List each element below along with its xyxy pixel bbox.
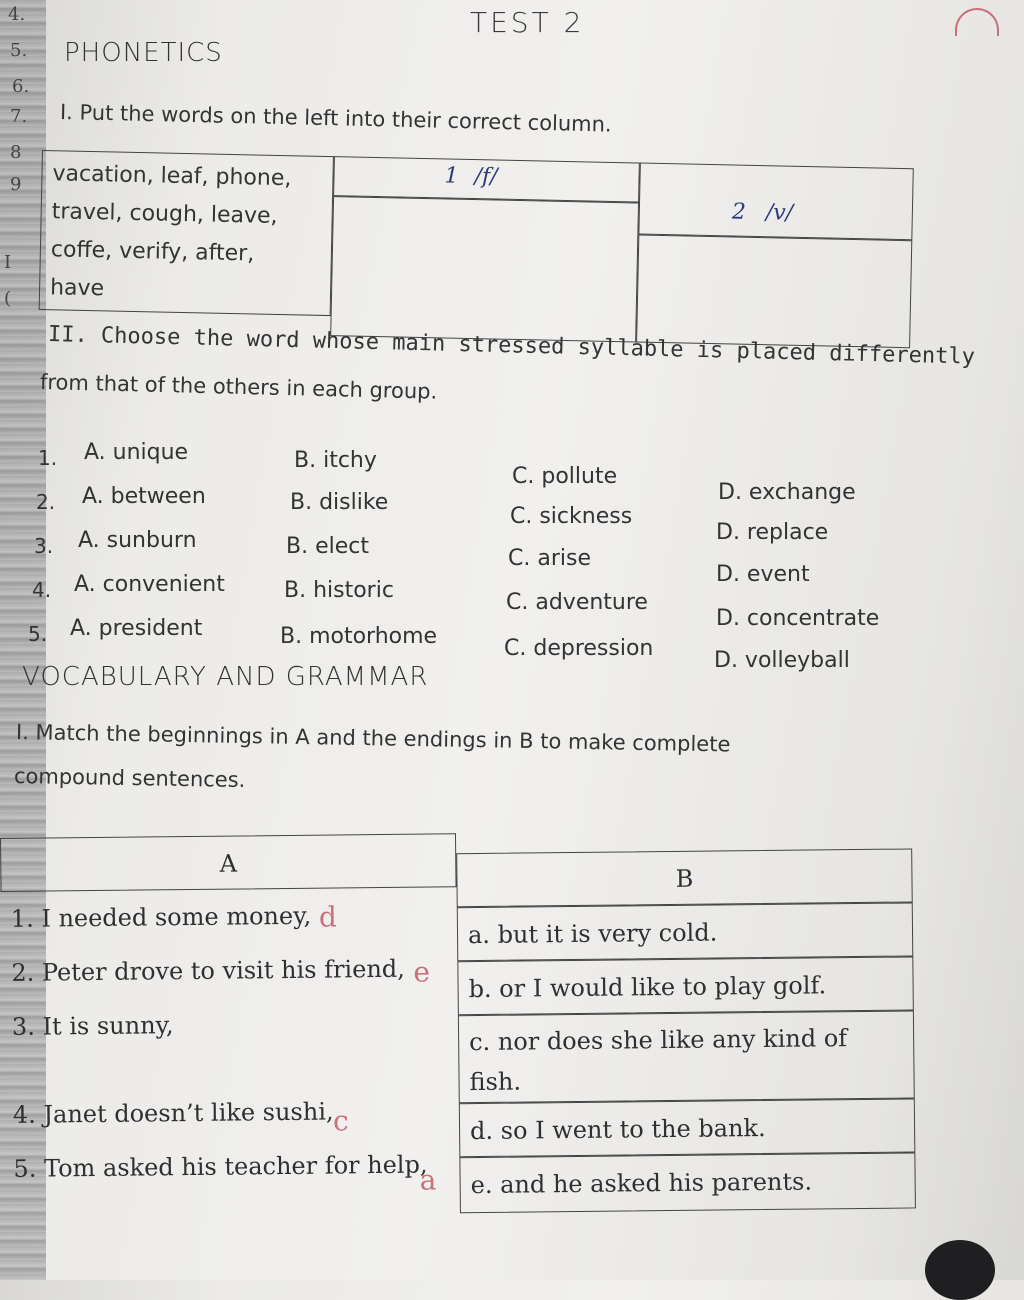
option-b[interactable]: B. itchy [294, 448, 377, 473]
option-c[interactable]: C. adventure [506, 590, 648, 615]
word-list-cell [39, 150, 334, 316]
option-b[interactable]: B. historic [284, 578, 394, 603]
margin-number: ( [4, 288, 12, 309]
match-item-b: c. nor does she like any kind of fish. [458, 1010, 915, 1103]
page-title: TEST 2 [470, 6, 585, 39]
margin-number: 6. [12, 76, 30, 97]
match-item-a: 1. I needed some money, [10, 901, 312, 933]
option-c[interactable]: C. pollute [512, 464, 618, 489]
word-line: coffe, verify, after, [50, 237, 255, 267]
question-number: 5. [28, 622, 48, 646]
option-b[interactable]: B. motorhome [280, 624, 438, 649]
question-number: 3. [34, 534, 54, 558]
phonetics-heading: PHONETICS [64, 38, 223, 68]
handwritten-number: 2 [731, 199, 747, 225]
option-a[interactable]: A. between [82, 484, 206, 509]
word-line: vacation, leaf, phone, [52, 161, 292, 192]
handwritten-number: 1 [444, 163, 459, 189]
option-d[interactable]: D. concentrate [716, 606, 880, 631]
margin-number: 9 [10, 174, 22, 195]
margin-number: 5. [10, 40, 28, 61]
pen-answer-mark: e [413, 955, 431, 989]
match-item-b: b. or I would like to play golf. [457, 956, 914, 1015]
match-item-b: a. but it is very cold. [457, 902, 914, 961]
matching-table [0, 828, 919, 1218]
column-b-header: B [456, 848, 913, 907]
question-number: 4. [32, 578, 52, 602]
vocabulary-heading: VOCABULARY AND GRAMMAR [22, 662, 429, 692]
option-c[interactable]: C. depression [504, 636, 654, 661]
column-a-header: A [0, 833, 457, 892]
option-a[interactable]: A. unique [84, 440, 189, 465]
pen-arc-mark [955, 8, 999, 36]
option-a[interactable]: A. convenient [74, 572, 225, 597]
margin-number: 4. [8, 4, 26, 25]
page-number-tab [925, 1240, 995, 1300]
phonetics-task2-instruction-cont: from that of the others in each group. [39, 370, 438, 404]
margin-number: 7. [10, 106, 28, 127]
option-d[interactable]: D. exchange [718, 480, 856, 505]
column-f-header [333, 156, 640, 202]
option-d[interactable]: D. volleyball [714, 648, 850, 673]
match-item-a: 3. It is sunny, [11, 1011, 174, 1041]
margin-number: I [4, 252, 12, 273]
vocabulary-task1-instruction: I. Match the beginnings in A and the endings in B to make complete [15, 720, 731, 757]
word-line: have [49, 275, 105, 302]
margin-number: 8 [10, 142, 22, 163]
pen-answer-mark: a [419, 1163, 437, 1197]
pen-answer-mark: d [318, 900, 337, 934]
option-d[interactable]: D. replace [716, 520, 829, 545]
question-number: 2. [36, 490, 56, 514]
column-v-header [638, 163, 913, 241]
match-item-a: 5. Tom asked his teacher for help, [13, 1150, 428, 1183]
phonetics-task2-instruction: II. Choose the word whose main stressed syllable is placed differently [47, 322, 976, 370]
question-number: 1. [38, 446, 58, 470]
match-item-b: d. so I went to the bank. [459, 1098, 916, 1157]
column-f-answer-cell[interactable] [330, 196, 639, 342]
option-b[interactable]: B. dislike [290, 490, 389, 515]
option-b[interactable]: B. elect [286, 534, 369, 559]
vocabulary-task1-instruction-cont: compound sentences. [13, 764, 246, 793]
match-item-b: e. and he asked his parents. [459, 1152, 916, 1213]
option-c[interactable]: C. sickness [510, 504, 633, 529]
option-a[interactable]: A. sunburn [78, 528, 197, 553]
pen-answer-mark: c [332, 1104, 349, 1138]
phonetics-task1-instruction: I. Put the words on the left into their correct column. [59, 100, 612, 137]
match-item-a: 4. Janet doesn’t like sushi, [12, 1097, 334, 1129]
match-item-a: 2. Peter drove to visit his friend, [11, 954, 405, 987]
column-v-label: /v/ [765, 200, 794, 226]
option-d[interactable]: D. event [716, 562, 810, 587]
option-a[interactable]: A. president [70, 616, 203, 641]
column-f-label: /f/ [474, 164, 498, 190]
column-v-answer-cell[interactable] [636, 235, 912, 349]
word-line: travel, cough, leave, [51, 199, 278, 229]
option-c[interactable]: C. arise [508, 546, 591, 571]
